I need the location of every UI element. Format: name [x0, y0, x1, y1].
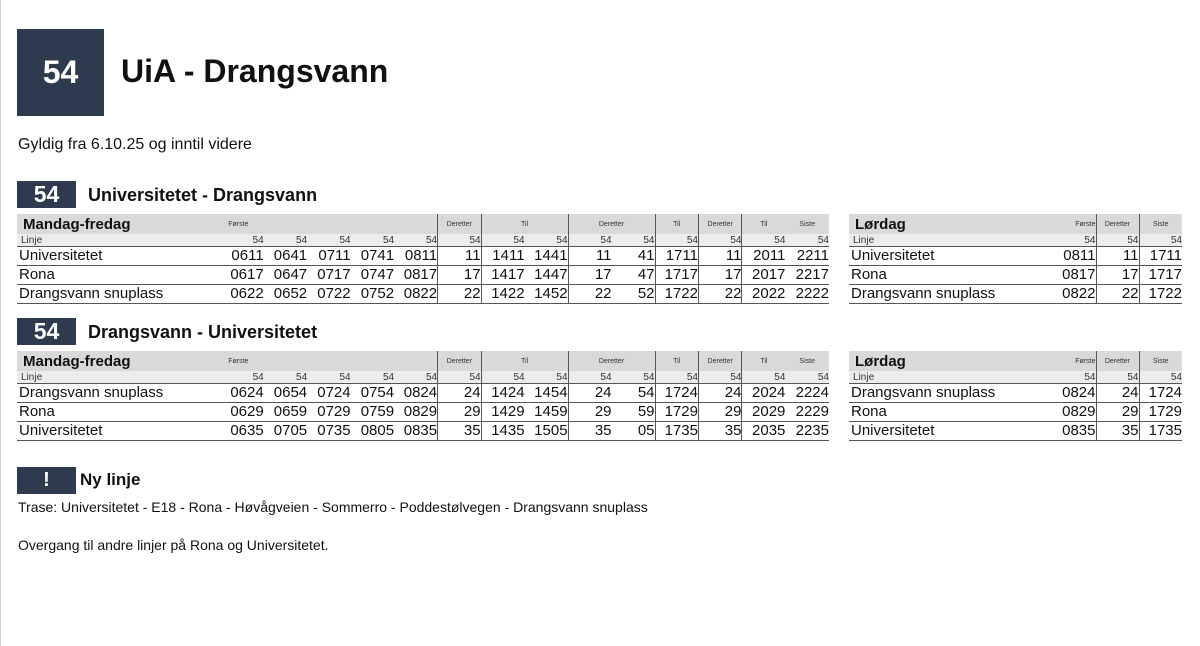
line-number: 54	[307, 234, 350, 247]
departure-time: 1717	[1139, 266, 1182, 285]
departure-time: 24	[438, 384, 481, 403]
period-label: Siste	[785, 351, 829, 371]
stop-name: Rona	[17, 403, 220, 422]
departure-time: 35	[438, 422, 481, 441]
departure-time: 0835	[1052, 422, 1096, 441]
period-label: Til	[481, 214, 568, 234]
departure-time: 0759	[351, 403, 394, 422]
departure-time: 0705	[264, 422, 307, 441]
stop-name: Universitetet	[849, 422, 1052, 441]
table-row	[849, 384, 1182, 403]
line-number: 54	[698, 371, 741, 384]
departure-time: 0624	[220, 384, 263, 403]
line-number: 54	[394, 234, 438, 247]
departure-time: 1452	[525, 285, 568, 304]
table-header-row	[849, 351, 1182, 371]
table-row	[17, 285, 829, 304]
line-number: 54	[307, 371, 350, 384]
line-number: 54	[1139, 371, 1182, 384]
stop-name: Rona	[849, 266, 1052, 285]
table-row	[849, 422, 1182, 441]
departure-time: 0822	[394, 285, 438, 304]
departure-time: 1459	[525, 403, 568, 422]
line-number: 54	[785, 234, 829, 247]
departure-time: 11	[1096, 247, 1139, 266]
departure-time: 2022	[742, 285, 785, 304]
departure-time: 0752	[351, 285, 394, 304]
line-number: 54	[264, 234, 307, 247]
departure-time: 52	[612, 285, 655, 304]
departure-time: 0805	[351, 422, 394, 441]
departure-time: 17	[698, 266, 741, 285]
line-number: 54	[1052, 371, 1096, 384]
table-row	[17, 403, 829, 422]
departure-time: 1722	[1139, 285, 1182, 304]
stop-name: Universitetet	[17, 247, 220, 266]
departure-time: 24	[698, 384, 741, 403]
period-label: Deretter	[438, 351, 481, 371]
departure-time: 0724	[307, 384, 350, 403]
notice-transfer-text: Overgang til andre linjer på Rona og Universitetet.	[18, 537, 329, 553]
notice-route-text: Trase: Universitetet - E18 - Rona - Høvågveien - Sommerro - Poddestølvegen - Drangsvann snuplass	[18, 499, 648, 515]
stop-name: Universitetet	[17, 422, 220, 441]
departure-time: 0617	[220, 266, 263, 285]
day-label: Mandag-fredag	[17, 214, 220, 234]
line-number: 54	[1139, 234, 1182, 247]
departure-time: 1435	[481, 422, 524, 441]
line-number: 54	[220, 371, 263, 384]
period-label: Første	[1052, 351, 1096, 371]
departure-time: 0735	[307, 422, 350, 441]
line-number: 54	[264, 371, 307, 384]
period-label: Første	[220, 351, 437, 371]
table-line-row	[17, 371, 829, 384]
departure-time: 0741	[351, 247, 394, 266]
departure-time: 29	[438, 403, 481, 422]
departure-time: 0652	[264, 285, 307, 304]
departure-time: 1729	[1139, 403, 1182, 422]
departure-time: 0717	[307, 266, 350, 285]
stop-name: Drangsvann snuplass	[17, 384, 220, 403]
period-label: Siste	[1139, 351, 1182, 371]
departure-time: 05	[612, 422, 655, 441]
line-number: 54	[525, 371, 568, 384]
departure-time: 29	[1096, 403, 1139, 422]
departure-time: 1422	[481, 285, 524, 304]
departure-time: 1429	[481, 403, 524, 422]
departure-time: 0824	[1052, 384, 1096, 403]
departure-time: 0829	[394, 403, 438, 422]
period-label: Deretter	[438, 214, 481, 234]
departure-time: 22	[1096, 285, 1139, 304]
departure-time: 54	[612, 384, 655, 403]
departure-time: 0654	[264, 384, 307, 403]
table-row	[17, 247, 829, 266]
departure-time: 1722	[655, 285, 698, 304]
departure-time: 2235	[785, 422, 829, 441]
page-title: UiA - Drangsvann	[121, 53, 389, 89]
departure-time: 35	[568, 422, 611, 441]
departure-time: 0635	[220, 422, 263, 441]
day-label: Lørdag	[849, 351, 1052, 371]
departure-time: 24	[1096, 384, 1139, 403]
departure-time: 17	[438, 266, 481, 285]
notice-title: Ny linje	[80, 470, 141, 489]
period-label: Til	[655, 214, 698, 234]
table-header-row	[17, 351, 829, 371]
departure-time: 2222	[785, 285, 829, 304]
line-number: 54	[438, 234, 481, 247]
departure-time: 22	[438, 285, 481, 304]
stop-name: Rona	[849, 403, 1052, 422]
period-label: Til	[742, 214, 785, 234]
table-row	[849, 403, 1182, 422]
line-number: 54	[438, 371, 481, 384]
table-row	[17, 422, 829, 441]
departure-time: 47	[612, 266, 655, 285]
departure-time: 29	[698, 403, 741, 422]
departure-time: 35	[698, 422, 741, 441]
line-label: Linje	[849, 234, 1052, 247]
table-row	[849, 266, 1182, 285]
line-number: 54	[1052, 234, 1096, 247]
departure-time: 41	[612, 247, 655, 266]
line-number: 54	[698, 234, 741, 247]
departure-time: 11	[698, 247, 741, 266]
departure-time: 0822	[1052, 285, 1096, 304]
departure-time: 0641	[264, 247, 307, 266]
departure-time: 0817	[1052, 266, 1096, 285]
line-number: 54	[742, 371, 785, 384]
direction-title: Drangsvann - Universitetet	[88, 322, 318, 342]
departure-time: 0835	[394, 422, 438, 441]
period-label: Første	[220, 214, 437, 234]
departure-time: 1711	[655, 247, 698, 266]
weekday-timetable	[17, 351, 829, 441]
departure-time: 11	[438, 247, 481, 266]
line-number: 54	[612, 234, 655, 247]
stop-name: Drangsvann snuplass	[849, 285, 1052, 304]
departure-time: 2011	[742, 247, 785, 266]
line-number: 54	[785, 371, 829, 384]
period-label: Deretter	[698, 214, 741, 234]
line-number: 54	[568, 371, 611, 384]
stop-name: Drangsvann snuplass	[849, 384, 1052, 403]
table-header-row	[17, 214, 829, 234]
departure-time: 1711	[1139, 247, 1182, 266]
departure-time: 0647	[264, 266, 307, 285]
table-row	[849, 285, 1182, 304]
line-number: 54	[394, 371, 438, 384]
departure-time: 0754	[351, 384, 394, 403]
period-label: Deretter	[1096, 351, 1139, 371]
weekday-timetable	[17, 214, 829, 304]
period-label: Til	[655, 351, 698, 371]
period-label: Siste	[1139, 214, 1182, 234]
table-line-row	[849, 234, 1182, 247]
departure-time: 2224	[785, 384, 829, 403]
departure-time: 0824	[394, 384, 438, 403]
departure-time: 22	[568, 285, 611, 304]
period-label: Til	[742, 351, 785, 371]
stop-name: Universitetet	[849, 247, 1052, 266]
departure-time: 0711	[307, 247, 350, 266]
table-row	[849, 247, 1182, 266]
departure-time: 29	[568, 403, 611, 422]
page-border	[0, 0, 1, 646]
day-label: Mandag-fredag	[17, 351, 220, 371]
stop-name: Rona	[17, 266, 220, 285]
line-number: 54	[612, 371, 655, 384]
line-number: 54	[481, 234, 524, 247]
line-number: 54	[1096, 234, 1139, 247]
line-number: 54	[525, 234, 568, 247]
line-number: 54	[742, 234, 785, 247]
period-label: Deretter	[698, 351, 741, 371]
departure-time: 35	[1096, 422, 1139, 441]
departure-time: 1454	[525, 384, 568, 403]
line-number: 54	[220, 234, 263, 247]
period-label: Deretter	[1096, 214, 1139, 234]
direction-title: Universitetet - Drangsvann	[88, 185, 318, 205]
line-label: Linje	[17, 371, 220, 384]
departure-time: 0622	[220, 285, 263, 304]
table-line-row	[849, 371, 1182, 384]
departure-time: 1717	[655, 266, 698, 285]
day-label: Lørdag	[849, 214, 1052, 234]
departure-time: 0811	[394, 247, 438, 266]
line-label: Linje	[849, 371, 1052, 384]
departure-time: 0611	[220, 247, 263, 266]
departure-time: 2029	[742, 403, 785, 422]
line-number: 54	[568, 234, 611, 247]
direction-route-badge: 54	[17, 181, 76, 208]
departure-time: 0829	[1052, 403, 1096, 422]
period-label: Siste	[785, 214, 829, 234]
departure-time: 2217	[785, 266, 829, 285]
period-label: Første	[1052, 214, 1096, 234]
departure-time: 1424	[481, 384, 524, 403]
departure-time: 1729	[655, 403, 698, 422]
departure-time: 11	[568, 247, 611, 266]
departure-time: 0729	[307, 403, 350, 422]
saturday-timetable	[849, 214, 1182, 304]
departure-time: 17	[568, 266, 611, 285]
notice-icon: !	[17, 467, 76, 494]
departure-time: 2035	[742, 422, 785, 441]
table-row	[17, 384, 829, 403]
departure-time: 1505	[525, 422, 568, 441]
departure-time: 0629	[220, 403, 263, 422]
departure-time: 1441	[525, 247, 568, 266]
departure-time: 59	[612, 403, 655, 422]
departure-time: 2024	[742, 384, 785, 403]
line-number: 54	[655, 234, 698, 247]
period-label: Deretter	[568, 214, 655, 234]
departure-time: 17	[1096, 266, 1139, 285]
direction-route-badge: 54	[17, 318, 76, 345]
departure-time: 2211	[785, 247, 829, 266]
departure-time: 2229	[785, 403, 829, 422]
departure-time: 24	[568, 384, 611, 403]
line-number: 54	[1096, 371, 1139, 384]
route-number-badge: 54	[17, 29, 104, 116]
departure-time: 2017	[742, 266, 785, 285]
validity-text: Gyldig fra 6.10.25 og inntil videre	[18, 136, 252, 153]
table-line-row	[17, 234, 829, 247]
line-number: 54	[351, 371, 394, 384]
departure-time: 0659	[264, 403, 307, 422]
line-number: 54	[351, 234, 394, 247]
departure-time: 1735	[1139, 422, 1182, 441]
departure-time: 0722	[307, 285, 350, 304]
period-label: Til	[481, 351, 568, 371]
departure-time: 1417	[481, 266, 524, 285]
saturday-timetable	[849, 351, 1182, 441]
departure-time: 0817	[394, 266, 438, 285]
stop-name: Drangsvann snuplass	[17, 285, 220, 304]
line-number: 54	[481, 371, 524, 384]
departure-time: 22	[698, 285, 741, 304]
departure-time: 1724	[1139, 384, 1182, 403]
departure-time: 0747	[351, 266, 394, 285]
table-header-row	[849, 214, 1182, 234]
departure-time: 1735	[655, 422, 698, 441]
departure-time: 0811	[1052, 247, 1096, 266]
departure-time: 1447	[525, 266, 568, 285]
table-row	[17, 266, 829, 285]
departure-time: 1724	[655, 384, 698, 403]
period-label: Deretter	[568, 351, 655, 371]
line-label: Linje	[17, 234, 220, 247]
line-number: 54	[655, 371, 698, 384]
departure-time: 1411	[481, 247, 524, 266]
